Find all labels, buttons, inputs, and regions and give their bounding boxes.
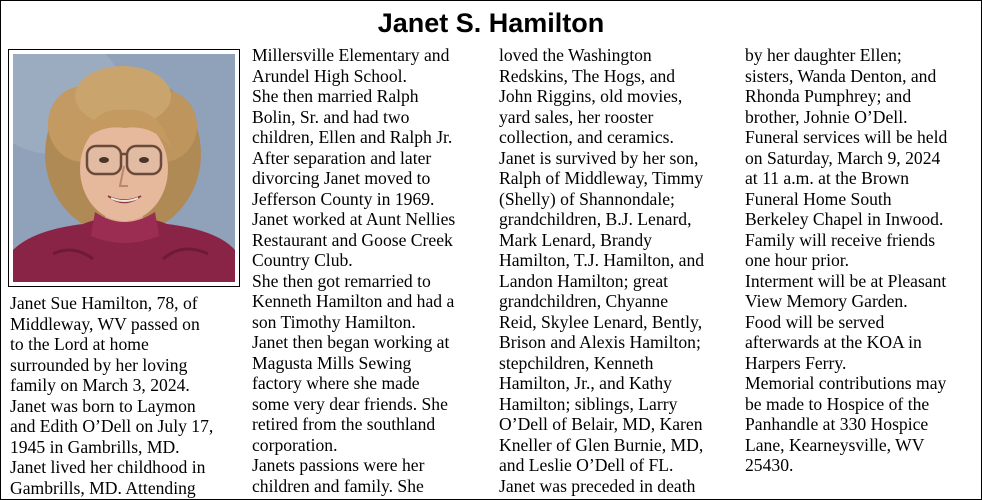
text-column-3 bbox=[499, 45, 739, 496]
text-column-2 bbox=[252, 45, 492, 496]
text-line: She then married Ralph bbox=[252, 86, 419, 106]
text-line: afterwards at the KOA in bbox=[745, 332, 922, 352]
text-line: Interment will be at Pleasant bbox=[745, 270, 947, 291]
text-line: View Memory Garden. bbox=[745, 291, 908, 311]
portrait-illustration bbox=[13, 54, 235, 282]
text-line: Janet is survived by her son, bbox=[499, 147, 699, 168]
text-line: Reid, Skylee Lenard, Bently, bbox=[499, 311, 703, 332]
obituary-title: Janet S. Hamilton bbox=[377, 8, 605, 38]
text-line: Family will receive friends bbox=[745, 229, 936, 250]
text-line: Janet worked at Aunt Nellies bbox=[252, 209, 456, 229]
text-line: family on March 3, 2024. bbox=[10, 375, 190, 395]
text-line: at 11 a.m. at the Brown bbox=[745, 168, 910, 188]
portrait-photo bbox=[13, 54, 235, 282]
text-line: son Timothy Hamilton. bbox=[252, 311, 416, 332]
text-line: Millersville Elementary and bbox=[252, 45, 450, 65]
text-line: Middleway, WV passed on bbox=[10, 313, 200, 334]
text-line: Arundel High School. bbox=[252, 65, 407, 86]
text-line: Janet was preceded in death bbox=[499, 475, 696, 496]
text-line: corporation. bbox=[252, 434, 338, 455]
text-line: sisters, Wanda Denton, and bbox=[745, 65, 937, 86]
text-line: Funeral services will be held bbox=[745, 127, 948, 147]
text-line: Memorial contributions may bbox=[745, 373, 947, 393]
text-line: divorcing Janet moved to bbox=[252, 168, 431, 188]
text-line: and Leslie O’Dell of FL. bbox=[499, 455, 674, 475]
text-line: some very dear friends. She bbox=[252, 393, 448, 414]
text-line: surrounded by her loving bbox=[10, 354, 188, 375]
text-line: 25430. bbox=[745, 455, 794, 475]
text-line: Kneller of Glen Burnie, MD, bbox=[499, 434, 704, 455]
text-line: Funeral Home South bbox=[745, 188, 892, 209]
text-line: Rhonda Pumphrey; and bbox=[745, 86, 912, 106]
text-line: Hamilton, T.J. Hamilton, and bbox=[499, 250, 705, 270]
text-line: Ralph of Middleway, Timmy bbox=[499, 168, 704, 188]
text-line: Janets passions were her bbox=[252, 455, 425, 475]
text-column-4 bbox=[745, 45, 977, 476]
text-line: Kenneth Hamilton and had a bbox=[252, 291, 455, 311]
text-line: Landon Hamilton; great bbox=[499, 270, 669, 291]
text-line: children and family. She bbox=[252, 475, 424, 496]
text-line: and Edith O’Dell on July 17, bbox=[10, 416, 214, 436]
text-line: grandchildren, B.J. Lenard, bbox=[499, 209, 692, 229]
text-line: Berkeley Chapel in Inwood. bbox=[745, 209, 944, 229]
text-line: to the Lord at home bbox=[10, 334, 149, 354]
text-line: brother, Johnie O’Dell. bbox=[745, 106, 908, 127]
text-line: Panhandle at 330 Hospice bbox=[745, 414, 929, 434]
text-line: Magusta Mills Sewing bbox=[252, 352, 412, 373]
text-line: Janet Sue Hamilton, 78, of bbox=[10, 293, 198, 313]
text-line: 1945 in Gambrills, MD. bbox=[10, 436, 180, 457]
text-line: by her daughter Ellen; bbox=[745, 45, 902, 65]
text-line: Gambrills, MD. Attending bbox=[10, 477, 196, 498]
text-line: factory where she made bbox=[252, 373, 420, 393]
text-line: Food will be served bbox=[745, 311, 885, 332]
text-column-1 bbox=[10, 293, 242, 498]
text-line: O’Dell of Belair, MD, Karen bbox=[499, 414, 703, 434]
text-line: (Shelly) of Shannondale; bbox=[499, 188, 675, 209]
text-line: Bolin, Sr. and had two bbox=[252, 106, 410, 127]
text-line: collection, and ceramics. bbox=[499, 127, 674, 147]
text-line: Hamilton; siblings, Larry bbox=[499, 393, 678, 414]
text-line: John Riggins, old movies, bbox=[499, 86, 683, 106]
text-line: Jefferson County in 1969. bbox=[252, 188, 435, 209]
text-line: retired from the southland bbox=[252, 414, 436, 434]
text-line: one hour prior. bbox=[745, 250, 850, 270]
text-line: loved the Washington bbox=[499, 45, 652, 65]
text-line: Janet then began working at bbox=[252, 332, 450, 352]
text-line: After separation and later bbox=[252, 147, 432, 168]
text-line: Mark Lenard, Brandy bbox=[499, 229, 652, 250]
text-line: Redskins, The Hogs, and bbox=[499, 65, 676, 86]
text-line: Hamilton, Jr., and Kathy bbox=[499, 373, 672, 393]
text-line: Janet was born to Laymon bbox=[10, 395, 196, 416]
text-line: stepchildren, Kenneth bbox=[499, 352, 654, 373]
text-line: grandchildren, Chyanne bbox=[499, 291, 669, 311]
text-line: on Saturday, March 9, 2024 bbox=[745, 147, 941, 168]
text-line: Lane, Kearneysville, WV bbox=[745, 434, 925, 455]
text-line: Brison and Alexis Hamilton; bbox=[499, 332, 701, 352]
text-line: be made to Hospice of the bbox=[745, 393, 930, 414]
portrait-frame bbox=[8, 49, 240, 287]
text-line: Janet lived her childhood in bbox=[10, 457, 206, 477]
text-line: She then got remarried to bbox=[252, 270, 431, 291]
text-line: Restaurant and Goose Creek bbox=[252, 229, 453, 250]
text-line: yard sales, her rooster bbox=[499, 106, 654, 127]
text-line: children, Ellen and Ralph Jr. bbox=[252, 127, 453, 147]
text-line: Country Club. bbox=[252, 250, 353, 270]
text-line: Harpers Ferry. bbox=[745, 352, 847, 373]
